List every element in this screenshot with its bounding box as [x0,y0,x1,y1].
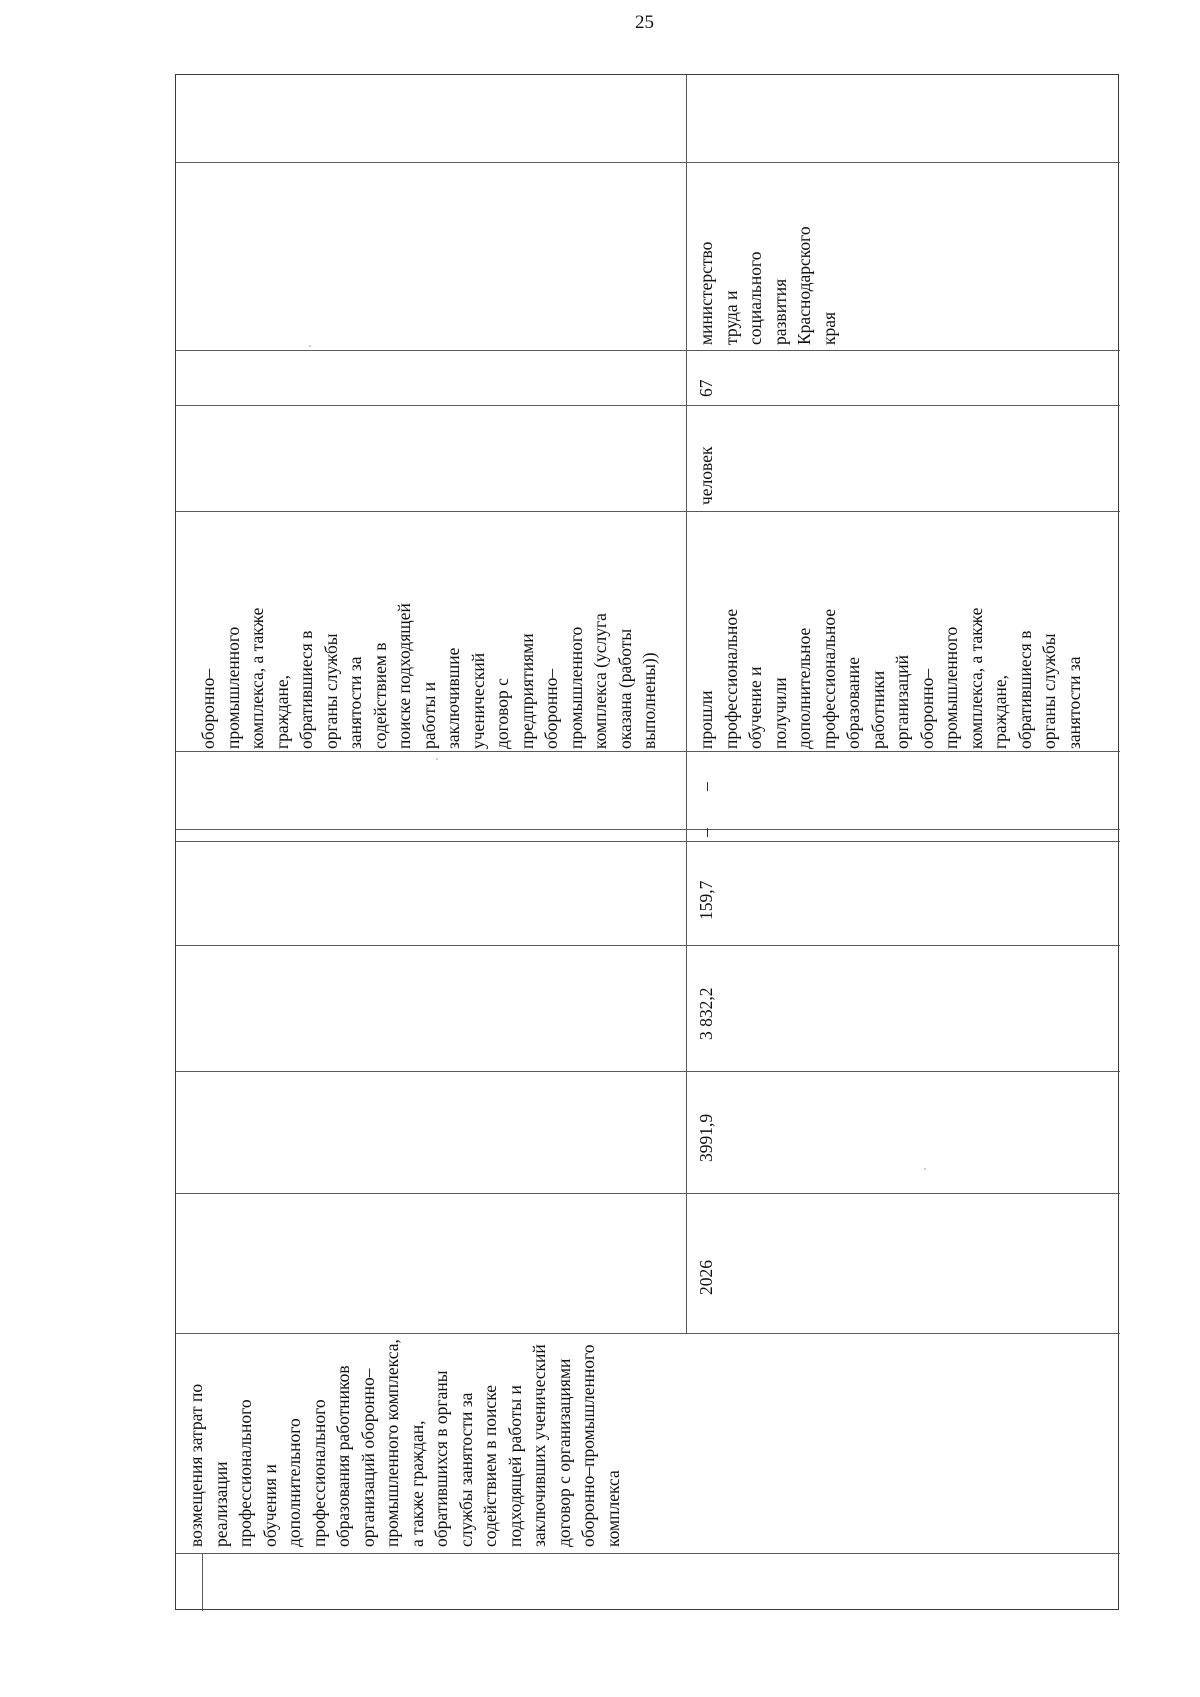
column-border [176,829,1120,830]
scan-speck [309,345,311,347]
subsidy-purpose-cell: возмещения затрат по реализации профессионального обучения и дополнительного профессионального образования работников организаций оборонно– промышленного комплекса, а также граждан, обратившихся в органы службы занятости за содействием в поиске подходящей работы и заключивших ученический договор с организациями оборонно–промышленного комплекса [186,1339,623,1547]
column-border [176,945,1120,946]
federal-budget-cell: 159,7 [696,880,716,920]
row-border [202,1553,203,1611]
total-cell: 3991,9 [696,1113,716,1162]
column-border [176,1193,1120,1194]
column-border [176,162,1120,163]
regional-budget-cell: 3 832,2 [696,987,716,1040]
column-border [176,1071,1120,1072]
column-border [176,511,1120,512]
executor-cell: министерство труда и социального развития Краснодарского края [696,226,839,345]
unit-cell: человек [696,446,716,505]
row-border [686,75,687,1333]
year-cell: 2026 [696,1260,716,1295]
column-border [176,405,1120,406]
scan-speck [436,758,438,760]
current-description-cell: прошли профессиональное обучение и получили дополнительное профессиональное образование работники организаций оборонно– промышленного комплекса, а также граждане, обратившиеся в органы службы занятости за [696,607,1084,749]
column-border [176,841,1120,842]
dash-cell: – [696,782,716,791]
dash-cell: – [696,828,716,837]
scan-speck [924,1168,926,1170]
column-border [176,751,1120,752]
page-number: 25 [635,12,654,33]
indicator-value-cell: 67 [696,379,716,397]
column-border [176,1333,1120,1334]
column-border [176,1553,1120,1554]
rotated-table [175,74,1119,1610]
prev-description-cell: оборонно– промышленного комплекса, а также граждане, обратившиеся в органы службы занятости за содействием в поиске подходящей работы и заключившие ученический договор с предприятиями оборонно– промышленного комплекса (услуга оказана (работы выполнены)) [198,603,659,749]
column-border [176,350,1120,351]
